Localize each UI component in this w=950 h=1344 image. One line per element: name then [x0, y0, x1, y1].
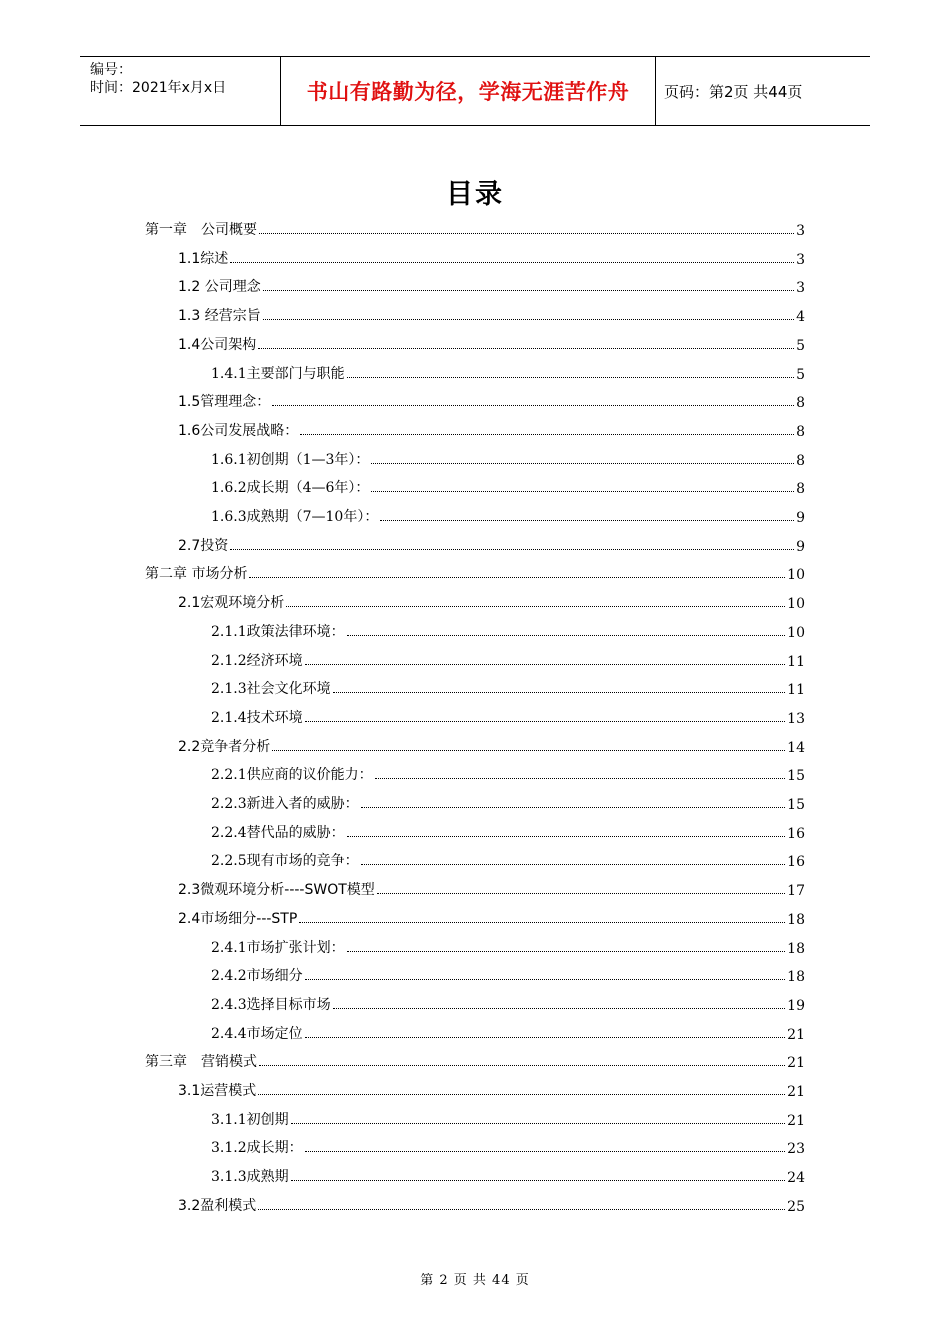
header-motto: 书山有路勤为径，学海无涯苦作舟 — [306, 80, 630, 104]
toc-entry[interactable] — [178, 274, 805, 296]
toc-leader-dots — [371, 462, 794, 464]
toc-entry-page: 3 — [796, 251, 805, 268]
toc-entry-label: 2.3微观环境分析----SWOT模型 — [178, 882, 375, 899]
toc-entry-label: 2.4.2市场细分 — [211, 968, 303, 985]
toc-entry[interactable] — [178, 533, 805, 555]
toc-entry-page: 18 — [787, 969, 805, 986]
toc-entry-page: 16 — [787, 854, 805, 871]
toc-leader-dots — [258, 347, 794, 349]
toc-entry[interactable] — [178, 590, 805, 612]
header-divider — [280, 57, 281, 125]
toc-leader-dots — [258, 1208, 785, 1210]
toc-entry-label: 1.6.3成熟期（7—10年）： — [211, 509, 379, 525]
toc-entry[interactable] — [211, 475, 805, 497]
toc-entry[interactable] — [211, 1135, 805, 1157]
toc-entry[interactable] — [145, 561, 805, 583]
toc-entry[interactable] — [178, 246, 805, 268]
toc-entry-label: 2.7投资 — [178, 537, 229, 554]
header-serial: 编号： — [90, 62, 132, 78]
toc-entry-page: 18 — [787, 911, 805, 928]
toc-entry[interactable] — [211, 1107, 805, 1129]
header-divider — [655, 57, 656, 125]
toc-entry-label: 3.1.2成长期： — [211, 1140, 303, 1157]
toc-entry[interactable] — [178, 303, 805, 325]
toc-entry-page: 21 — [787, 1026, 805, 1043]
toc-entry-page: 8 — [796, 395, 805, 412]
toc-entry-page: 3 — [796, 280, 805, 297]
toc-leader-dots — [272, 404, 794, 406]
toc-leader-dots — [333, 691, 786, 693]
toc-entry[interactable] — [211, 447, 805, 469]
toc-entry-label: 1.6.1初创期（1—3年）： — [211, 451, 370, 468]
toc-entry-page: 11 — [787, 653, 805, 670]
toc-entry[interactable] — [211, 676, 805, 698]
toc-leader-dots — [305, 1036, 786, 1038]
toc-entry-label: 1.5管理理念： — [178, 394, 271, 411]
toc-leader-dots — [230, 261, 794, 263]
toc-entry[interactable] — [178, 734, 805, 756]
toc-entry-page: 14 — [787, 739, 805, 756]
toc-entry-page: 21 — [787, 1084, 805, 1100]
toc-entry-page: 15 — [787, 797, 805, 813]
toc-leader-dots — [259, 232, 794, 234]
toc-entry-label: 2.1.4技术环境 — [211, 709, 303, 726]
toc-entry[interactable] — [178, 332, 805, 354]
toc-leader-dots — [380, 519, 794, 521]
toc-leader-dots — [272, 749, 785, 751]
toc-leader-dots — [259, 1064, 785, 1066]
toc-leader-dots — [305, 663, 786, 665]
toc-leader-dots — [347, 950, 786, 952]
toc-entry-page: 10 — [787, 624, 805, 641]
toc-entry-page: 24 — [787, 1170, 805, 1187]
toc-entry[interactable] — [178, 906, 805, 928]
toc-leader-dots — [300, 433, 794, 435]
toc-entry-label: 1.6公司发展战略： — [178, 422, 299, 439]
toc-leader-dots — [361, 806, 786, 808]
toc-entry[interactable] — [145, 1049, 805, 1071]
toc-entry[interactable] — [178, 389, 805, 411]
toc-entry[interactable] — [211, 705, 805, 727]
toc-entry-page: 21 — [787, 1112, 805, 1129]
toc-entry-page: 19 — [787, 997, 805, 1014]
toc-entry-label: 2.2竞争者分析 — [178, 738, 271, 755]
toc-entry-page: 5 — [796, 337, 805, 354]
toc-entry-label: 2.1宏观环境分析 — [178, 595, 285, 612]
header-page-info: 页码：第2页 共44页 — [664, 82, 803, 101]
toc-entry-label: 2.1.1政策法律环境： — [211, 623, 345, 640]
toc-entry-label: 2.4.1市场扩张计划： — [211, 939, 345, 956]
toc-entry-page: 8 — [796, 452, 805, 469]
toc-entry[interactable] — [211, 820, 805, 842]
toc-entry-page: 21 — [787, 1055, 805, 1072]
toc-entry-page: 5 — [796, 366, 805, 383]
toc-entry[interactable] — [145, 217, 805, 239]
toc-entry[interactable] — [178, 1193, 805, 1215]
toc-entry-label: 第二章 市场分析 — [145, 566, 248, 583]
page-header — [80, 56, 870, 126]
toc-entry[interactable] — [178, 418, 805, 440]
toc-leader-dots — [291, 1122, 786, 1124]
toc-leader-dots — [286, 605, 785, 607]
toc-entry-label: 第三章 营销模式 — [145, 1054, 257, 1071]
toc-entry-page: 10 — [787, 567, 805, 584]
toc-entry[interactable] — [211, 992, 805, 1014]
header-date: 时间：2021年x月x日 — [90, 80, 227, 96]
toc-leader-dots — [258, 1093, 785, 1095]
toc-entry-label: 1.4.1主要部门与职能 — [211, 365, 345, 382]
toc-entry[interactable] — [211, 1021, 805, 1043]
toc-entry-label: 2.2.3新进入者的威胁： — [211, 796, 359, 812]
toc-entry-page: 3 — [796, 223, 805, 239]
toc-leader-dots — [305, 1150, 786, 1152]
toc-entry-page: 10 — [787, 596, 805, 613]
toc-leader-dots — [230, 548, 794, 550]
toc-entry-label: 1.6.2成长期（4—6年）： — [211, 480, 370, 497]
toc-entry-page: 18 — [787, 940, 805, 957]
toc-entry-page: 8 — [796, 423, 805, 440]
toc-entry-label: 1.4公司架构 — [178, 336, 257, 353]
toc-entry-page: 9 — [796, 510, 805, 526]
toc-leader-dots — [347, 835, 786, 837]
toc-entry[interactable] — [211, 504, 805, 526]
toc-leader-dots — [249, 576, 785, 578]
toc-entry-label: 3.2盈利模式 — [178, 1197, 257, 1214]
toc-entry-label: 2.4市场细分---STP — [178, 910, 298, 927]
toc-entry-page: 13 — [787, 710, 805, 727]
toc-entry-page: 25 — [787, 1198, 805, 1215]
toc-leader-dots — [371, 490, 794, 492]
toc-entry-label: 3.1.3成熟期 — [211, 1169, 289, 1186]
toc-leader-dots — [305, 720, 786, 722]
toc-leader-dots — [333, 1007, 786, 1009]
toc-entry-label: 1.1综述 — [178, 250, 229, 267]
toc-entry-label: 3.1.1初创期 — [211, 1111, 289, 1128]
toc-leader-dots — [305, 978, 786, 980]
toc-entry-page: 15 — [787, 768, 805, 785]
page-footer: 第 2 页 共 44 页 — [420, 1273, 530, 1288]
toc-leader-dots — [299, 921, 785, 923]
toc-leader-dots — [263, 289, 794, 291]
toc-leader-dots — [361, 863, 786, 865]
toc-entry-label: 2.1.2经济环境 — [211, 652, 303, 669]
toc-leader-dots — [347, 376, 794, 378]
toc-leader-dots — [377, 892, 785, 894]
toc-entry-label: 2.4.4市场定位 — [211, 1025, 303, 1042]
toc-entry-label: 1.3 经营宗旨 — [178, 308, 261, 325]
toc-entry-label: 第一章 公司概要 — [145, 222, 257, 238]
toc-entry[interactable] — [211, 1164, 805, 1186]
toc-entry-label: 2.2.4替代品的威胁： — [211, 824, 345, 841]
toc-entry[interactable] — [211, 963, 805, 985]
toc-entry-page: 8 — [796, 481, 805, 498]
toc-entry-page: 4 — [796, 309, 805, 326]
toc-entry-page: 11 — [787, 682, 805, 699]
toc-entry-label: 2.2.1供应商的议价能力： — [211, 767, 373, 784]
toc-leader-dots — [263, 318, 794, 320]
toc-entry-label: 3.1运营模式 — [178, 1083, 257, 1099]
header-meta — [90, 61, 226, 97]
toc-entry-label: 1.2 公司理念 — [178, 279, 261, 296]
toc-entry[interactable] — [211, 619, 805, 641]
toc-entry-label: 2.1.3社会文化环境 — [211, 681, 331, 698]
toc-entry-page: 17 — [787, 883, 805, 900]
toc-entry-page: 23 — [787, 1141, 805, 1158]
toc-entry-page: 9 — [796, 538, 805, 555]
toc-entry[interactable] — [211, 762, 805, 784]
toc-entry[interactable] — [211, 791, 805, 813]
toc-entry[interactable] — [178, 1078, 805, 1100]
toc-leader-dots — [347, 634, 786, 636]
toc-entry-label: 2.2.5现有市场的竞争： — [211, 853, 359, 870]
toc-entry-label: 2.4.3选择目标市场 — [211, 996, 331, 1013]
page-title: 目录 — [446, 179, 504, 210]
toc-entry[interactable] — [178, 877, 805, 899]
toc-entry[interactable] — [211, 848, 805, 870]
toc-entry-page: 16 — [787, 825, 805, 842]
toc-leader-dots — [291, 1179, 786, 1181]
toc-entry[interactable] — [211, 648, 805, 670]
toc-leader-dots — [375, 777, 786, 779]
toc-entry[interactable] — [211, 361, 805, 383]
toc-entry[interactable] — [211, 935, 805, 957]
